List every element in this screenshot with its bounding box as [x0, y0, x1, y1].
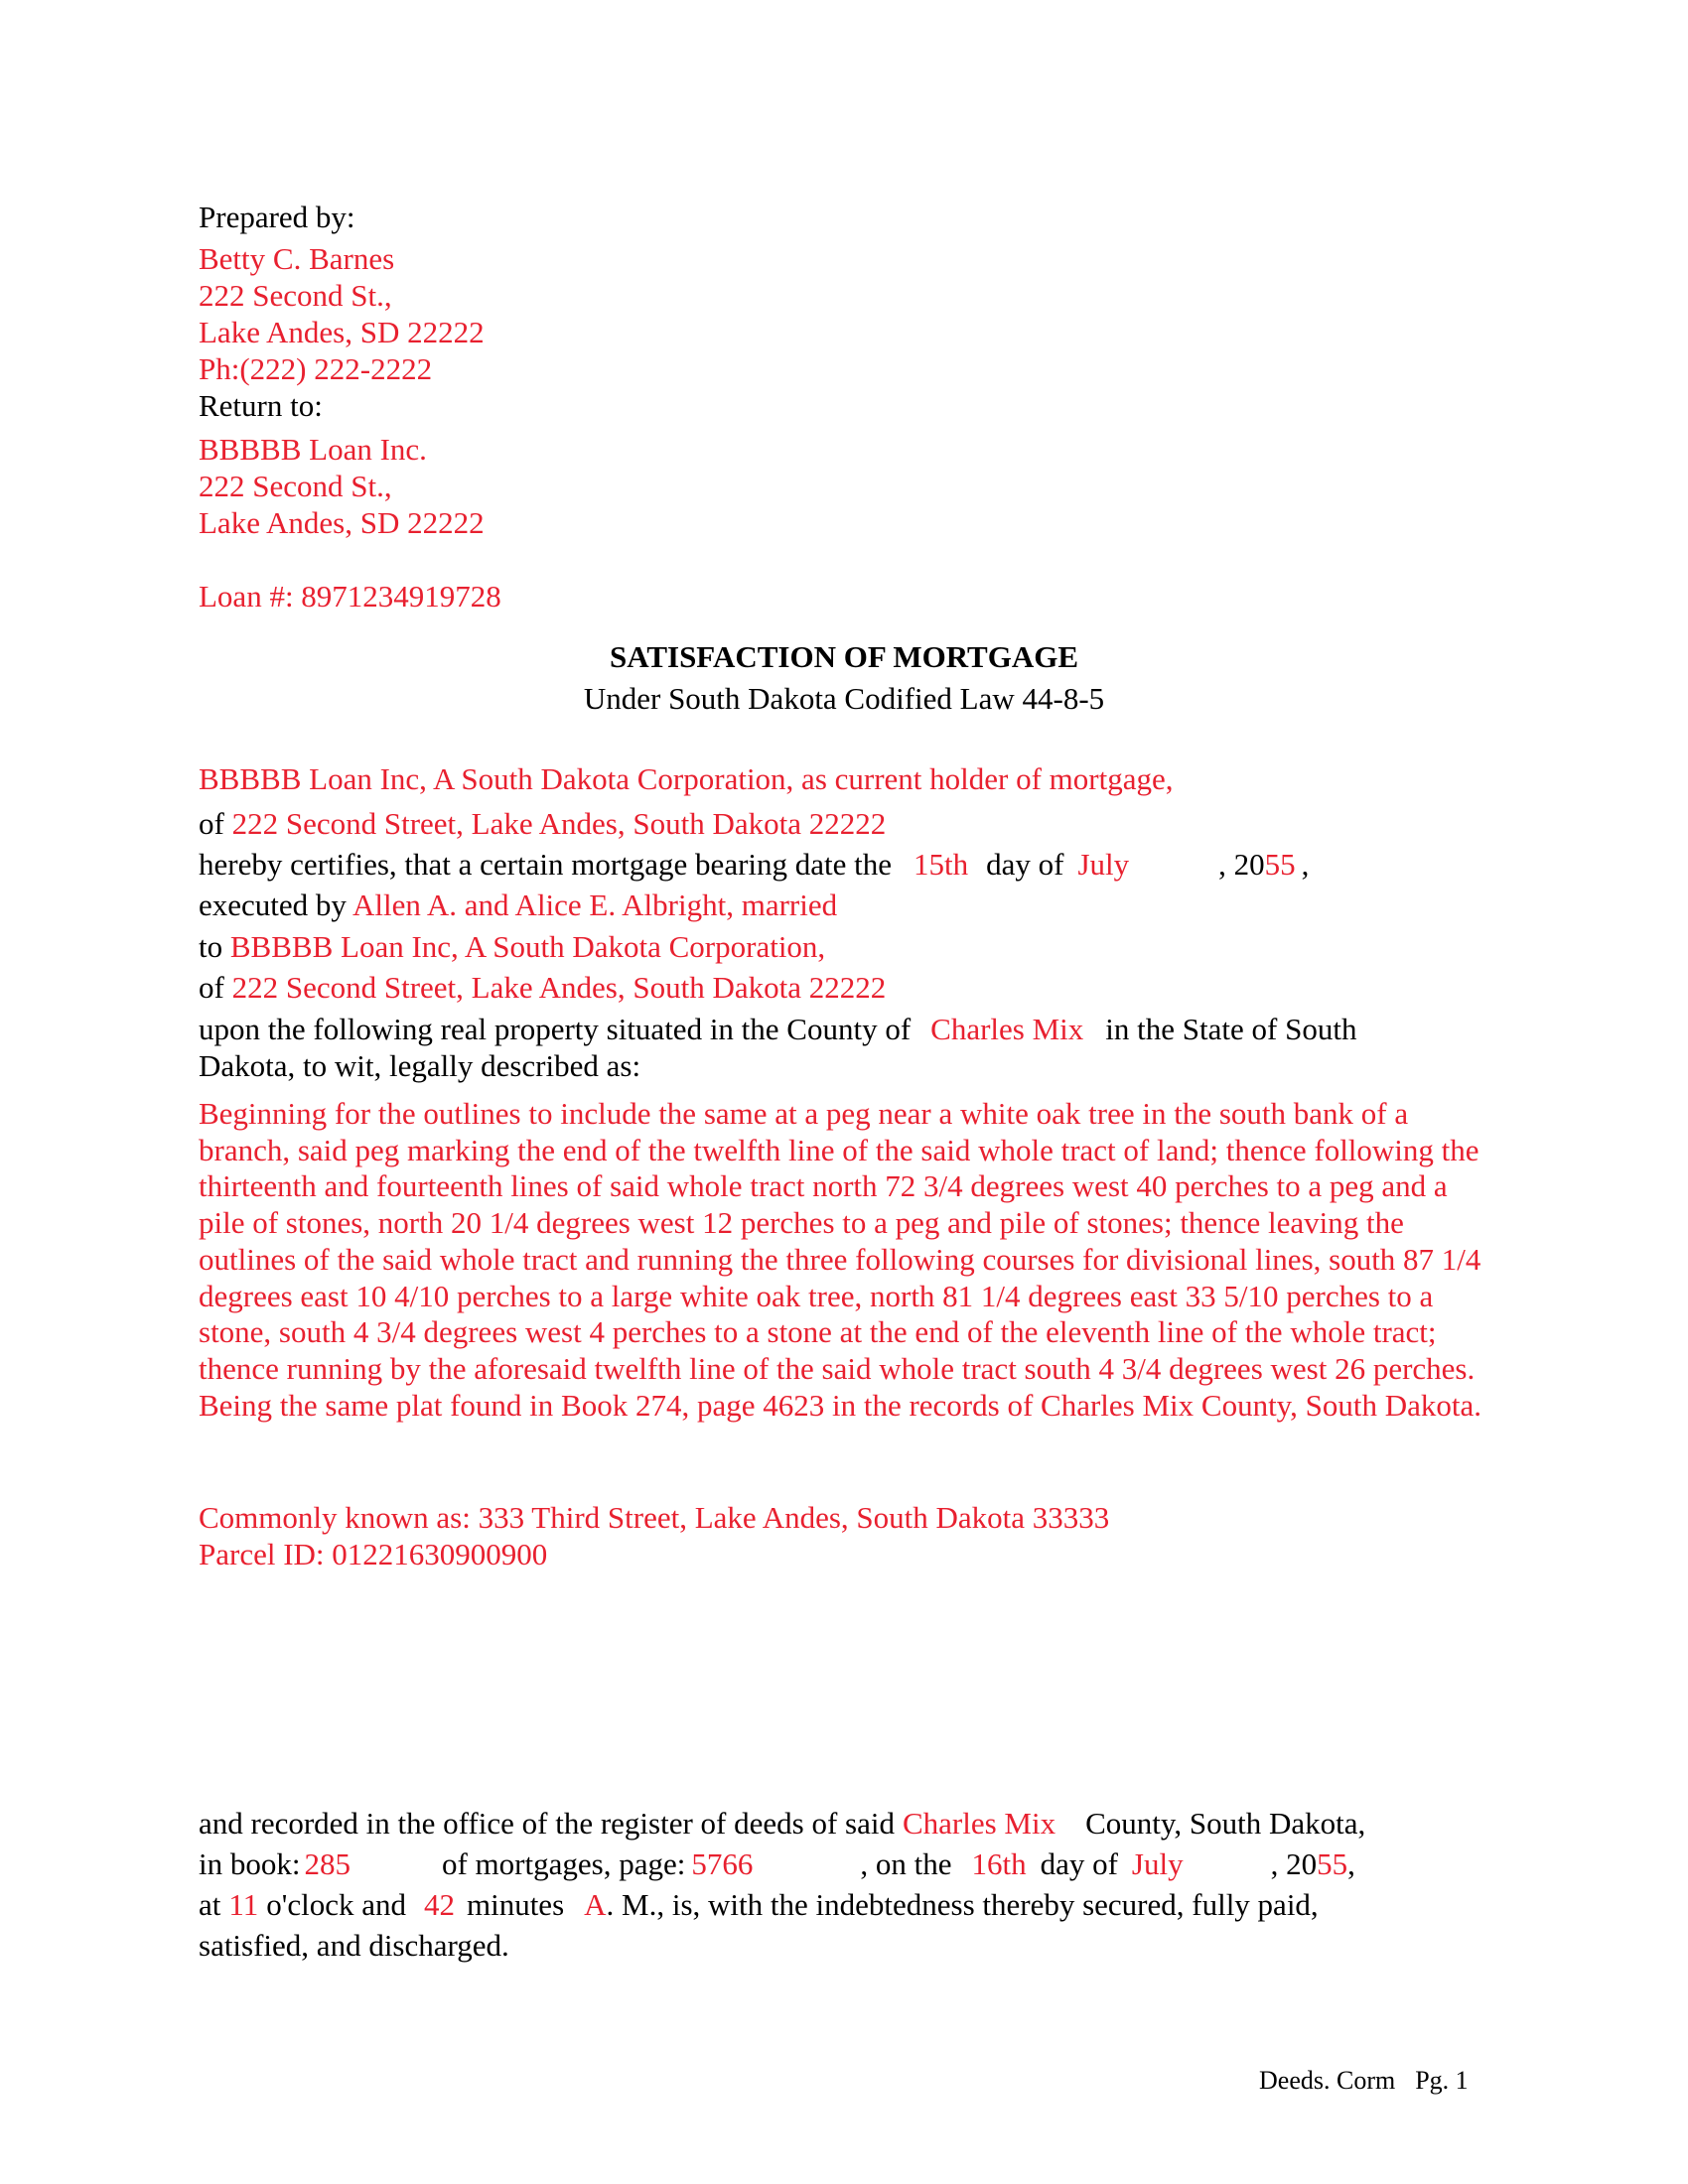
year-prefix: , 20 — [1218, 847, 1265, 882]
document-subtitle: Under South Dakota Codified Law 44-8-5 — [583, 681, 1105, 716]
executed-by-label: executed by — [199, 887, 347, 922]
certifies-text: hereby certifies, that a certain mortgage bearing date the — [199, 847, 893, 882]
recorded-hour: 11 — [228, 1887, 259, 1922]
property-county: Charles Mix — [930, 1012, 1084, 1046]
parcel-id: Parcel ID: 01221630900900 — [199, 1537, 548, 1571]
mortgage-year: 55 — [1264, 847, 1296, 882]
recorded-minutes: 42 — [423, 1887, 455, 1922]
of-label-2: of — [199, 970, 224, 1005]
recorded-day: 16th — [971, 1846, 1027, 1881]
recorded-text: and recorded in the office of the register of deeds of said — [199, 1806, 895, 1841]
of-label: of — [199, 806, 224, 841]
legal-intro-line: Dakota, to wit, legally described as: — [199, 1048, 641, 1083]
legal-description: Beginning for the outlines to include the same at a peg near a white oak tree in the south bank of a branch, said peg marking the end of the twelfth line of the said whole tract of land; thence following the thirteenth and fourteenth lines of said whole tract north 72 3/4 degrees west 40 perches to a peg and a pile of stones, north 20 1/4 degrees west 12 perches to a peg and pile of stones; thence leaving the outlines of the said whole tract and running the three following courses for divisional lines, south 87 1/4 degrees east 10 4/10 perches to a large white oak tree, north 81 1/4 degrees east 33 5/10 perches to a stone, south 4 3/4 degrees west 4 perches to a stone at the end of the eleventh line of the whole tract; thence running by the aforesaid twelfth line of the said whole tract south 4 3/4 degrees west 26 perches. Being the same plat found in Book 274, page 4623 in the records of Charles Mix County, South Dakota. — [199, 1096, 1482, 1423]
day-of-label: day of — [986, 847, 1064, 882]
book-number: 285 — [304, 1846, 351, 1881]
recorded-day-of-label: day of — [1040, 1846, 1118, 1881]
mortgage-date-line — [199, 846, 1309, 883]
property-county-line — [199, 1011, 1356, 1047]
mortgagee-address-line — [199, 969, 886, 1006]
recorded-year-trailing: , — [1347, 1846, 1355, 1881]
year-trailing: , — [1301, 847, 1310, 882]
holder-address-line — [199, 805, 886, 842]
recorded-county: Charles Mix — [902, 1806, 1056, 1841]
recorded-year: 55 — [1317, 1846, 1348, 1881]
meridiem: A — [584, 1887, 607, 1922]
preparer-phone: Ph:(222) 222-2222 — [199, 351, 433, 386]
property-text: upon the following real property situated in the County of — [199, 1012, 912, 1046]
return-street: 222 Second St., — [199, 469, 392, 503]
mortgagee-line — [199, 928, 825, 965]
mortgagee: BBBBB Loan Inc, A South Dakota Corporation, — [229, 929, 826, 964]
executed-by-line — [199, 887, 837, 923]
return-name: BBBBB Loan Inc. — [199, 432, 427, 467]
footer-page: Pg. 1 — [1415, 2066, 1469, 2095]
preparer-name: Betty C. Barnes — [199, 241, 395, 276]
page-number: 5766 — [691, 1846, 754, 1881]
recorded-line — [199, 1805, 1365, 1842]
page-footer — [1259, 2065, 1469, 2097]
commonly-known-as: Commonly known as: 333 Third Street, Lake Andes, South Dakota 33333 — [199, 1500, 1110, 1535]
at-label: at — [199, 1887, 221, 1922]
document-title: SATISFACTION OF MORTGAGE — [610, 639, 1078, 674]
on-the-label: , on the — [860, 1846, 952, 1881]
time-line — [199, 1886, 1319, 1923]
mortgage-holder: BBBBB Loan Inc, A South Dakota Corporation, as current holder of mortgage, — [199, 761, 1174, 796]
mortgagee-address: 222 Second Street, Lake Andes, South Dakota 22222 — [231, 970, 887, 1005]
oclock-label: o'clock and — [266, 1887, 406, 1922]
preparer-city: Lake Andes, SD 22222 — [199, 315, 485, 349]
holder-address: 222 Second Street, Lake Andes, South Dakota 22222 — [231, 806, 887, 841]
recorded-month: July — [1131, 1846, 1184, 1881]
state-text: in the State of South — [1105, 1012, 1357, 1046]
preparer-street: 222 Second St., — [199, 278, 392, 313]
indebtedness-text: . M., is, with the indebtedness thereby secured, fully paid, — [606, 1887, 1319, 1922]
in-book-label: in book: — [199, 1846, 301, 1881]
of-mortgages-label: of mortgages, page: — [441, 1846, 686, 1881]
recorded-year-prefix: , 20 — [1270, 1846, 1318, 1881]
loan-number: Loan #: 8971234919728 — [199, 579, 501, 614]
county-suffix: County, South Dakota, — [1085, 1806, 1366, 1841]
footer-site: Deeds. Corm — [1259, 2066, 1396, 2095]
minutes-label: minutes — [466, 1887, 565, 1922]
book-page-line — [199, 1845, 1355, 1882]
mortgage-day: 15th — [914, 847, 969, 882]
to-label: to — [199, 929, 223, 964]
return-city: Lake Andes, SD 22222 — [199, 505, 485, 540]
mortgagors: Allen A. and Alice E. Albright, married — [352, 887, 838, 922]
prepared-by-label: Prepared by: — [199, 200, 355, 234]
discharged-line: satisfied, and discharged. — [199, 1928, 509, 1963]
return-to-label: Return to: — [199, 388, 323, 423]
mortgage-month: July — [1077, 847, 1130, 882]
